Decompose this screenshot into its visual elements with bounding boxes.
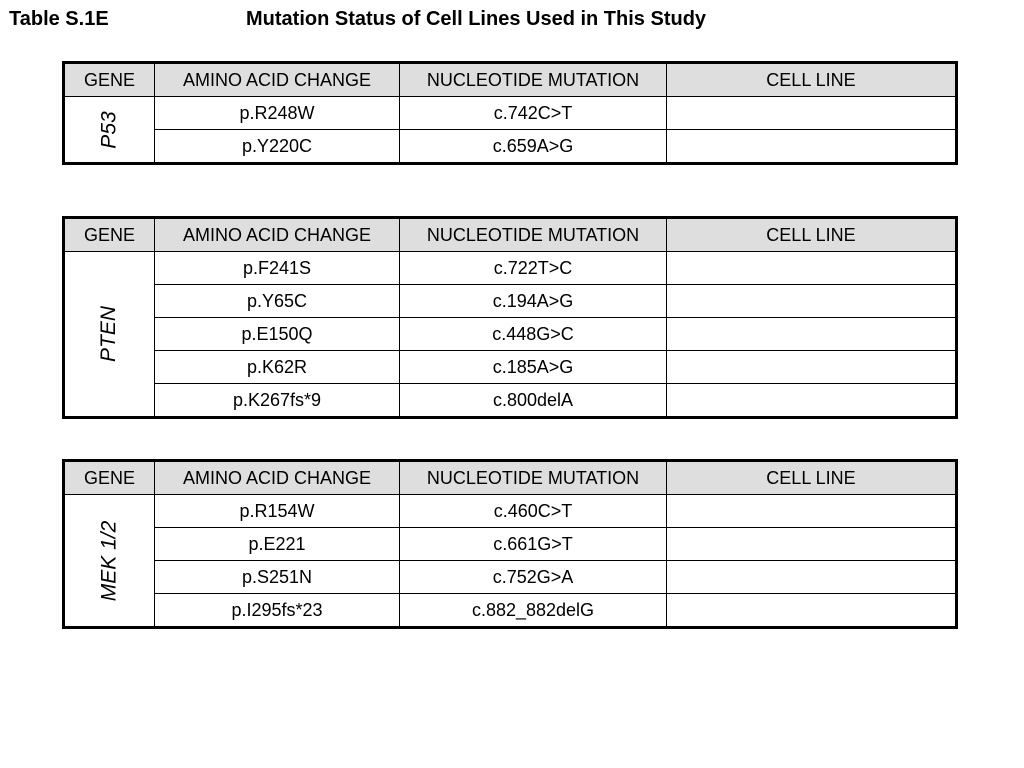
table-row: [64, 528, 957, 561]
gene-cell: [64, 252, 155, 418]
nucleotide-mutation-cell: c.448G>C: [400, 318, 667, 351]
column-header-cell-line: CELL LINE: [667, 461, 957, 495]
nucleotide-mutation-cell: c.460C>T: [400, 495, 667, 528]
cell-line-cell: [667, 252, 957, 285]
cell-line-cell: [667, 318, 957, 351]
nucleotide-mutation-cell: c.194A>G: [400, 285, 667, 318]
nucleotide-mutation-cell: c.882_882delG: [400, 594, 667, 628]
cell-line-cell: [667, 130, 957, 164]
gene-name: PTEN: [97, 305, 121, 363]
column-header-nucleotide-mutation: NUCLEOTIDE MUTATION: [400, 218, 667, 252]
amino-acid-change-cell: p.K62R: [155, 351, 400, 384]
amino-acid-change-cell: p.I295fs*23: [155, 594, 400, 628]
table-row: [64, 285, 957, 318]
table-row: [64, 495, 957, 528]
gene-name: MEK 1/2: [97, 520, 121, 601]
table-row: [64, 318, 957, 351]
cell-line-cell: [667, 561, 957, 594]
cell-line-cell: [667, 495, 957, 528]
amino-acid-change-cell: p.Y220C: [155, 130, 400, 164]
table-header-row: [64, 461, 957, 495]
table-row: [64, 130, 957, 164]
table-row: [64, 384, 957, 418]
cell-line-cell: [667, 594, 957, 628]
nucleotide-mutation-cell: c.659A>G: [400, 130, 667, 164]
column-header-cell-line: CELL LINE: [667, 63, 957, 97]
column-header-amino-acid-change: AMINO ACID CHANGE: [155, 461, 400, 495]
nucleotide-mutation-cell: c.661G>T: [400, 528, 667, 561]
mutation-table-p53: [62, 61, 958, 165]
amino-acid-change-cell: p.R248W: [155, 97, 400, 130]
mutation-table-mek: [62, 459, 958, 629]
table-row: [64, 561, 957, 594]
column-header-amino-acid-change: AMINO ACID CHANGE: [155, 63, 400, 97]
table-header-row: [64, 218, 957, 252]
nucleotide-mutation-cell: c.800delA: [400, 384, 667, 418]
amino-acid-change-cell: p.E150Q: [155, 318, 400, 351]
column-header-gene: GENE: [64, 218, 155, 252]
column-header-amino-acid-change: AMINO ACID CHANGE: [155, 218, 400, 252]
nucleotide-mutation-cell: c.185A>G: [400, 351, 667, 384]
table-header-row: [64, 63, 957, 97]
cell-line-cell: [667, 285, 957, 318]
table-row: [64, 351, 957, 384]
cell-line-cell: [667, 384, 957, 418]
column-header-gene: GENE: [64, 63, 155, 97]
mutation-table-pten: [62, 216, 958, 419]
gene-cell: [64, 97, 155, 164]
cell-line-cell: [667, 351, 957, 384]
amino-acid-change-cell: p.S251N: [155, 561, 400, 594]
column-header-nucleotide-mutation: NUCLEOTIDE MUTATION: [400, 63, 667, 97]
column-header-cell-line: CELL LINE: [667, 218, 957, 252]
gene-cell: [64, 495, 155, 628]
column-header-nucleotide-mutation: NUCLEOTIDE MUTATION: [400, 461, 667, 495]
amino-acid-change-cell: p.K267fs*9: [155, 384, 400, 418]
gene-name: P53: [97, 110, 121, 149]
amino-acid-change-cell: p.F241S: [155, 252, 400, 285]
table-row: [64, 252, 957, 285]
cell-line-cell: [667, 97, 957, 130]
amino-acid-change-cell: p.Y65C: [155, 285, 400, 318]
nucleotide-mutation-cell: c.752G>A: [400, 561, 667, 594]
amino-acid-change-cell: p.E221: [155, 528, 400, 561]
amino-acid-change-cell: p.R154W: [155, 495, 400, 528]
nucleotide-mutation-cell: c.722T>C: [400, 252, 667, 285]
nucleotide-mutation-cell: c.742C>T: [400, 97, 667, 130]
column-header-gene: GENE: [64, 461, 155, 495]
table-row: [64, 594, 957, 628]
table-label: Table S.1E: [9, 8, 109, 30]
cell-line-cell: [667, 528, 957, 561]
table-row: [64, 97, 957, 130]
page-title: Mutation Status of Cell Lines Used in This Study: [246, 8, 707, 30]
